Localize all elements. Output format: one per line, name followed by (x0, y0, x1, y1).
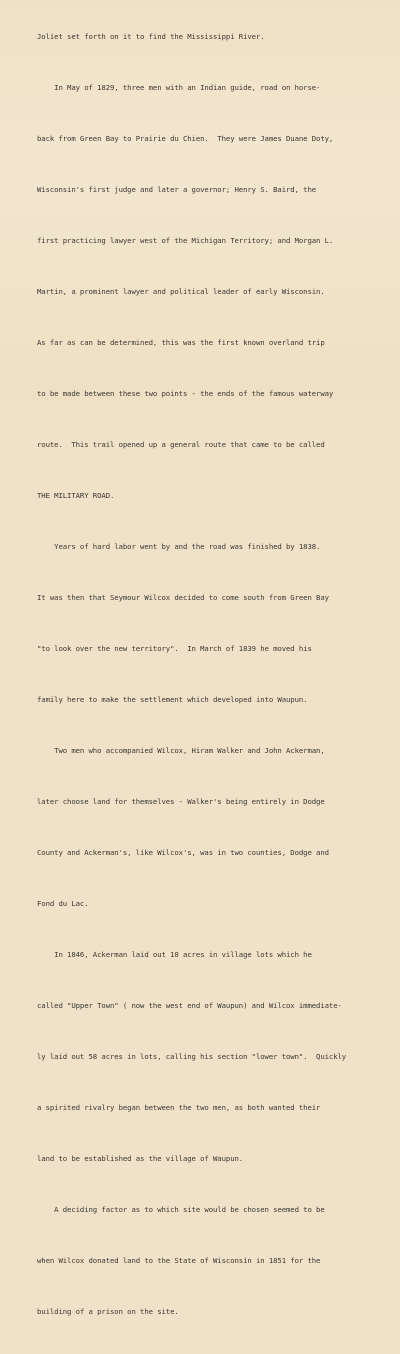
text-line: Fond du Lac. (37, 899, 89, 908)
text-line: route. This trail opened up a general route that came to be called (37, 440, 325, 449)
text-line: first practicing lawyer west of the Michigan Territory; and Morgan L. (37, 236, 334, 245)
text-line: In May of 1829, three men with an Indian guide, road on horse- (37, 83, 321, 92)
text-line: land to be established as the village of Waupun. (37, 1154, 244, 1163)
text-line: ly laid out 58 acres in lots, calling his section "lower town". Quickly (37, 1052, 347, 1061)
text-line: County and Ackerman's, like Wilcox's, was in two counties, Dodge and (37, 848, 329, 857)
text-line: Two men who accompanied Wilcox, Hiram Walker and John Ackerman, (37, 746, 325, 755)
text-line: family here to make the settlement which developed into Waupun. (37, 695, 308, 704)
text-line: As far as can be determined, this was the first known overland trip (37, 338, 325, 347)
text-line: building of a prison on the site. (37, 1307, 179, 1316)
text-line: A deciding factor as to which site would be chosen seemed to be (37, 1205, 325, 1214)
text-line: In 1846, Ackerman laid out 10 acres in village lots which he (37, 950, 312, 959)
text-line: called "Upper Town" ( now the west end of Waupun) and Wilcox immediate- (37, 1001, 342, 1010)
text-line: Joliet set forth on it to find the Mississippi River. (37, 32, 265, 41)
text-line: Martin, a prominent lawyer and political leader of early Wisconsin. (37, 287, 325, 296)
text-line: to be made between these two points - the ends of the famous waterway (37, 389, 334, 398)
text-line: Years of hard labor went by and the road was finished by 1838. (37, 542, 321, 551)
text-line: later choose land for themselves - Walker's being entirely in Dodge (37, 797, 325, 806)
text-line: back from Green Bay to Prairie du Chien. They were James Duane Doty, (37, 134, 334, 143)
text-line: when Wilcox donated land to the State of Wisconsin in 1851 for the (37, 1256, 321, 1265)
text-line: It was then that Seymour Wilcox decided to come south from Green Bay (37, 593, 329, 602)
text-line: "to look over the new territory". In March of 1839 he moved his (37, 644, 312, 653)
text-line: THE MILITARY ROAD. (37, 491, 115, 500)
text-line: Wisconsin's first judge and later a governor; Henry S. Baird, the (37, 185, 317, 194)
typewritten-text (37, 0, 397, 1354)
text-line: a spirited rivalry began between the two men, as both wanted their (37, 1103, 321, 1112)
